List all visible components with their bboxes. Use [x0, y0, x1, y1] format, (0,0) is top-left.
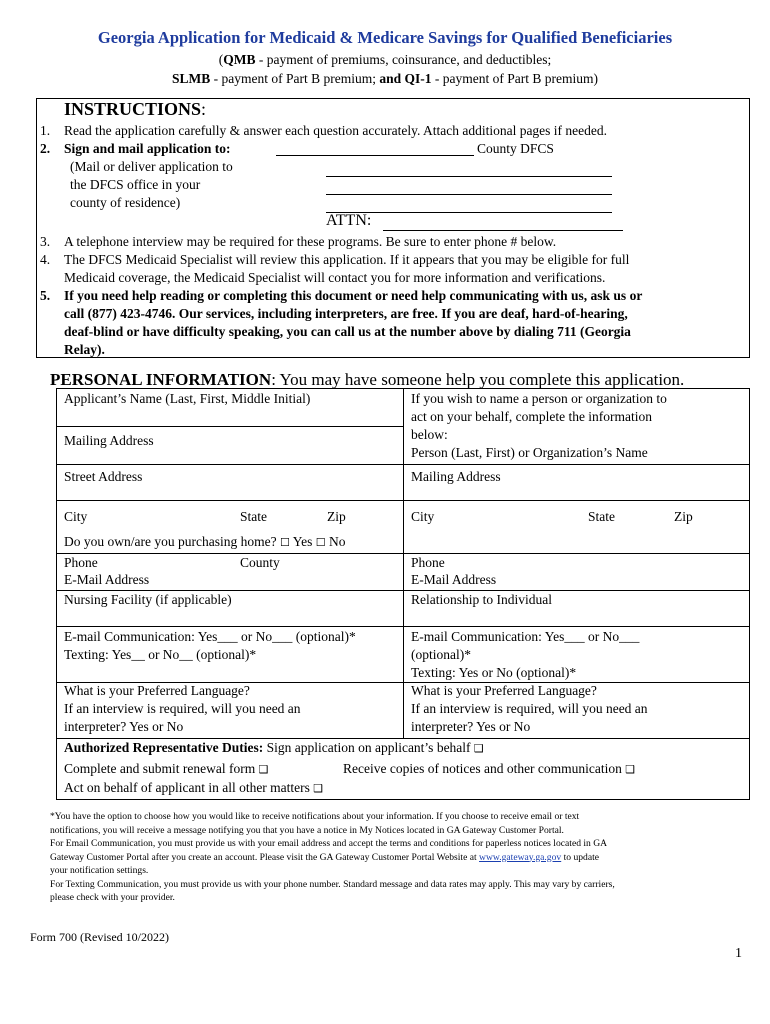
- rep-email-optional: (optional)*: [411, 647, 471, 662]
- note-line: *You have the option to choose how you would like to receive notifications about your information. If you choose to receive email or text: [50, 811, 580, 822]
- row-divider: [56, 590, 749, 591]
- rep-email-field[interactable]: E-Mail Address: [411, 572, 497, 587]
- applicant-name-field[interactable]: Applicant’s Name (Last, First, Middle Initial): [64, 391, 311, 406]
- gateway-link[interactable]: www.gateway.ga.gov: [479, 851, 562, 863]
- other-matters-checkbox[interactable]: ❑: [313, 782, 324, 795]
- rep-city-field[interactable]: City: [411, 509, 435, 524]
- instruction-3-number: 3.: [40, 234, 51, 249]
- rep-email-communication-option[interactable]: E-mail Communication: Yes___ or No___: [411, 629, 640, 644]
- rep-mailing-address-field[interactable]: Mailing Address: [411, 469, 501, 484]
- instruction-5-line-3: deaf-blind or have difficulty speaking, you can call us at the number above by dialing 711 (Georgia: [64, 324, 631, 339]
- duty-notices: Receive copies of notices and other communication ❑: [343, 761, 636, 776]
- instruction-4-number: 4.: [40, 252, 51, 267]
- subtitle-line-1: (QMB - payment of premiums, coinsurance, and deductibles;: [218, 52, 552, 67]
- county-blank[interactable]: [276, 139, 474, 156]
- personal-info-heading: PERSONAL INFORMATION: You may have someone help you complete this application.: [50, 370, 685, 389]
- rep-texting-option[interactable]: Texting: Yes or No (optional)*: [411, 665, 577, 680]
- note-line: notifications, you will receive a message notifying you that you have a notice in My Notices located in GA Gateway Customer Portal.: [50, 824, 564, 836]
- note-line: please check with your provider.: [50, 892, 175, 903]
- column-divider: [403, 388, 404, 738]
- instruction-5-number: 5.: [40, 288, 51, 303]
- county-dfcs-label: County DFCS: [477, 141, 554, 156]
- own-home-yes-checkbox[interactable]: ☐: [279, 536, 290, 549]
- row-divider: [56, 464, 749, 465]
- instruction-2-line-2: (Mail or deliver application to: [70, 159, 233, 174]
- relationship-field[interactable]: Relationship to Individual: [411, 592, 552, 607]
- attn-label: ATTN:: [326, 212, 372, 229]
- rep-phone-field[interactable]: Phone: [411, 555, 445, 570]
- instruction-5-line-1: If you need help reading or completing this document or need help communicating with us, ask us or: [64, 288, 643, 303]
- email-communication-option[interactable]: E-mail Communication: Yes___ or No___ (optional)*: [64, 629, 356, 644]
- own-home-no-checkbox[interactable]: ☐: [315, 536, 326, 549]
- row-divider: [56, 500, 749, 501]
- rep-interpreter-question: If an interview is required, will you need an: [411, 701, 648, 716]
- renewal-checkbox[interactable]: ❑: [258, 763, 269, 776]
- instruction-2-heading: Sign and mail application to:: [64, 141, 231, 156]
- notices-checkbox[interactable]: ❑: [625, 763, 636, 776]
- own-home-question: Do you own/are you purchasing home? ☐ Yes ☐ No: [64, 534, 346, 549]
- duty-other-matters: Act on behalf of applicant in all other matters ❑: [64, 780, 324, 795]
- note-line: For Texting Communication, you must provide us with your phone number. Standard message and data rates may apply. This may vary by carriers,: [50, 878, 615, 890]
- attn-blank[interactable]: [383, 214, 623, 231]
- form-number: Form 700 (Revised 10/2022): [30, 930, 169, 944]
- row-divider: [56, 426, 403, 427]
- instruction-3: A telephone interview may be required for these programs. Be sure to enter phone # below.: [64, 234, 557, 249]
- row-divider: [56, 553, 749, 554]
- form-title: Georgia Application for Medicaid & Medicare Savings for Qualified Beneficiaries: [97, 28, 673, 47]
- address-line-1[interactable]: [326, 160, 612, 177]
- representative-intro-2: act on your behalf, complete the information: [411, 409, 653, 424]
- representative-intro-1: If you wish to name a person or organization to: [411, 391, 667, 406]
- note-line: For Email Communication, you must provide us with your email address and accept the terms and conditions for paperless notices located in GA: [50, 838, 608, 849]
- notification-notes: [50, 810, 750, 905]
- row-divider: [56, 626, 749, 627]
- interpreter-question: If an interview is required, will you need an: [64, 701, 301, 716]
- instruction-5-line-4: Relay).: [64, 342, 105, 357]
- rep-preferred-language-field[interactable]: What is your Preferred Language?: [411, 683, 597, 698]
- authorized-rep-duties: Authorized Representative Duties: Sign application on applicant’s behalf ❑: [64, 740, 484, 755]
- instruction-2-line-3: the DFCS office in your: [70, 177, 201, 192]
- interpreter-option[interactable]: interpreter? Yes or No: [64, 719, 184, 734]
- rep-interpreter-option[interactable]: interpreter? Yes or No: [411, 719, 531, 734]
- zip-field[interactable]: Zip: [327, 509, 346, 524]
- instruction-5-line-2: call (877) 423-4746. Our services, including interpreters, are free. If you are deaf, hard-of-hearing,: [64, 306, 628, 321]
- representative-name-field[interactable]: Person (Last, First) or Organization’s Name: [411, 445, 648, 460]
- rep-state-field[interactable]: State: [588, 509, 615, 524]
- page-number: 1: [735, 946, 742, 961]
- street-address-field[interactable]: Street Address: [64, 469, 143, 484]
- phone-field[interactable]: Phone: [64, 555, 98, 570]
- rep-zip-field[interactable]: Zip: [674, 509, 693, 524]
- address-line-3[interactable]: [326, 196, 612, 213]
- subtitle-line-2: SLMB - payment of Part B premium; and QI-1 - payment of Part B premium): [172, 71, 598, 86]
- instruction-2-number: 2.: [40, 141, 51, 156]
- instructions-heading: INSTRUCTIONS:: [64, 99, 207, 119]
- instruction-4-line-1: The DFCS Medicaid Specialist will review this application. If it appears that you may be eligible for full: [64, 252, 630, 267]
- sign-on-behalf-checkbox[interactable]: ❑: [473, 742, 484, 755]
- duty-renewal: Complete and submit renewal form ❑: [64, 761, 269, 776]
- city-field[interactable]: City: [64, 509, 88, 524]
- county-field[interactable]: County: [240, 555, 280, 570]
- state-field[interactable]: State: [240, 509, 267, 524]
- mailing-address-field[interactable]: Mailing Address: [64, 433, 154, 448]
- note-line: your notification settings.: [50, 865, 149, 876]
- note-line: Gateway Customer Portal after you create an account. Please visit the GA Gateway Customer Portal Website at www.gateway.ga.gov to update: [50, 851, 600, 863]
- instruction-1-number: 1.: [40, 123, 51, 138]
- representative-intro-3: below:: [411, 427, 448, 442]
- instruction-2-line-4: county of residence): [70, 195, 181, 210]
- nursing-facility-field[interactable]: Nursing Facility (if applicable): [64, 592, 232, 607]
- row-divider: [56, 738, 749, 739]
- instruction-4-line-2: Medicaid coverage, the Medicaid Specialist will contact you for more information and verifications.: [64, 270, 606, 285]
- preferred-language-field[interactable]: What is your Preferred Language?: [64, 683, 250, 698]
- instruction-1: Read the application carefully & answer each question accurately. Attach additional pages if needed.: [64, 123, 608, 138]
- texting-option[interactable]: Texting: Yes__ or No__ (optional)*: [64, 647, 257, 662]
- email-address-field[interactable]: E-Mail Address: [64, 572, 150, 587]
- address-line-2[interactable]: [326, 178, 612, 195]
